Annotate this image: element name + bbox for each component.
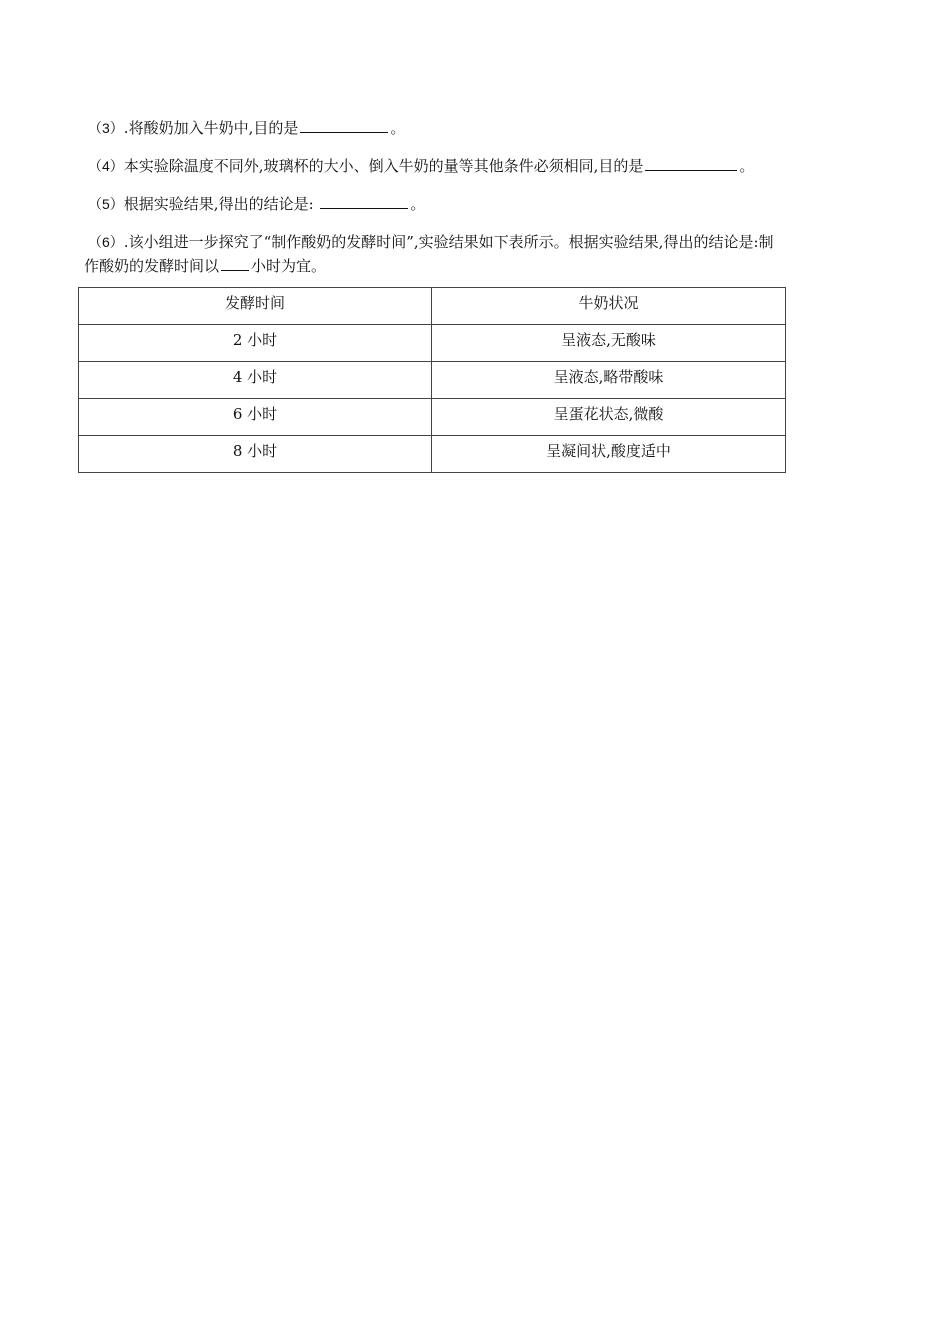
question-text: .将酸奶加入牛奶中,目的是 [123, 119, 299, 137]
column-header-fermentation-time: 发酵时间 [79, 288, 432, 325]
question-text-continued [84, 254, 878, 278]
question-number: （6） [88, 234, 124, 250]
question-text: 作酸奶的发酵时间以 [84, 257, 220, 275]
answer-blank[interactable] [300, 117, 388, 133]
question-punctuation: 。 [390, 119, 406, 137]
question-text: 本实验除温度不同外,玻璃杯的大小、倒入牛奶的量等其他条件必须相同,目的是 [123, 157, 644, 175]
question-3 [88, 116, 870, 140]
answer-blank[interactable] [221, 255, 249, 271]
table-row [79, 362, 786, 399]
table-row [79, 399, 786, 436]
table-row [79, 436, 786, 473]
table-cell: 呈蛋花状态,微酸 [432, 399, 786, 436]
question-number: （4） [88, 158, 124, 174]
question-5 [88, 192, 870, 216]
question-4 [88, 154, 870, 178]
question-number: （5） [88, 196, 124, 212]
question-text: 根据实验结果,得出的结论是: [123, 195, 319, 213]
table-row [79, 325, 786, 362]
column-header-milk-condition: 牛奶状况 [432, 288, 786, 325]
answer-blank[interactable] [645, 155, 737, 171]
question-punctuation: 。 [410, 195, 426, 213]
table-cell: 呈液态,无酸味 [432, 325, 786, 362]
table-cell: 6 小时 [79, 399, 432, 436]
table-cell: 呈凝间状,酸度适中 [432, 436, 786, 473]
question-text: .该小组进一步探究了“制作酸奶的发酵时间”,实验结果如下表所示。根据实验结果,得出的结论是:制 [123, 233, 774, 251]
table-cell: 8 小时 [79, 436, 432, 473]
question-text: 小时为宜。 [251, 257, 327, 275]
table-header-row [79, 288, 786, 325]
question-6 [84, 230, 878, 278]
answer-blank[interactable] [320, 193, 408, 209]
question-punctuation: 。 [739, 157, 755, 175]
table-cell: 呈液态,略带酸味 [432, 362, 786, 399]
results-table [78, 287, 786, 473]
question-number: （3） [88, 120, 124, 136]
table-cell: 4 小时 [79, 362, 432, 399]
table-cell: 2 小时 [79, 325, 432, 362]
